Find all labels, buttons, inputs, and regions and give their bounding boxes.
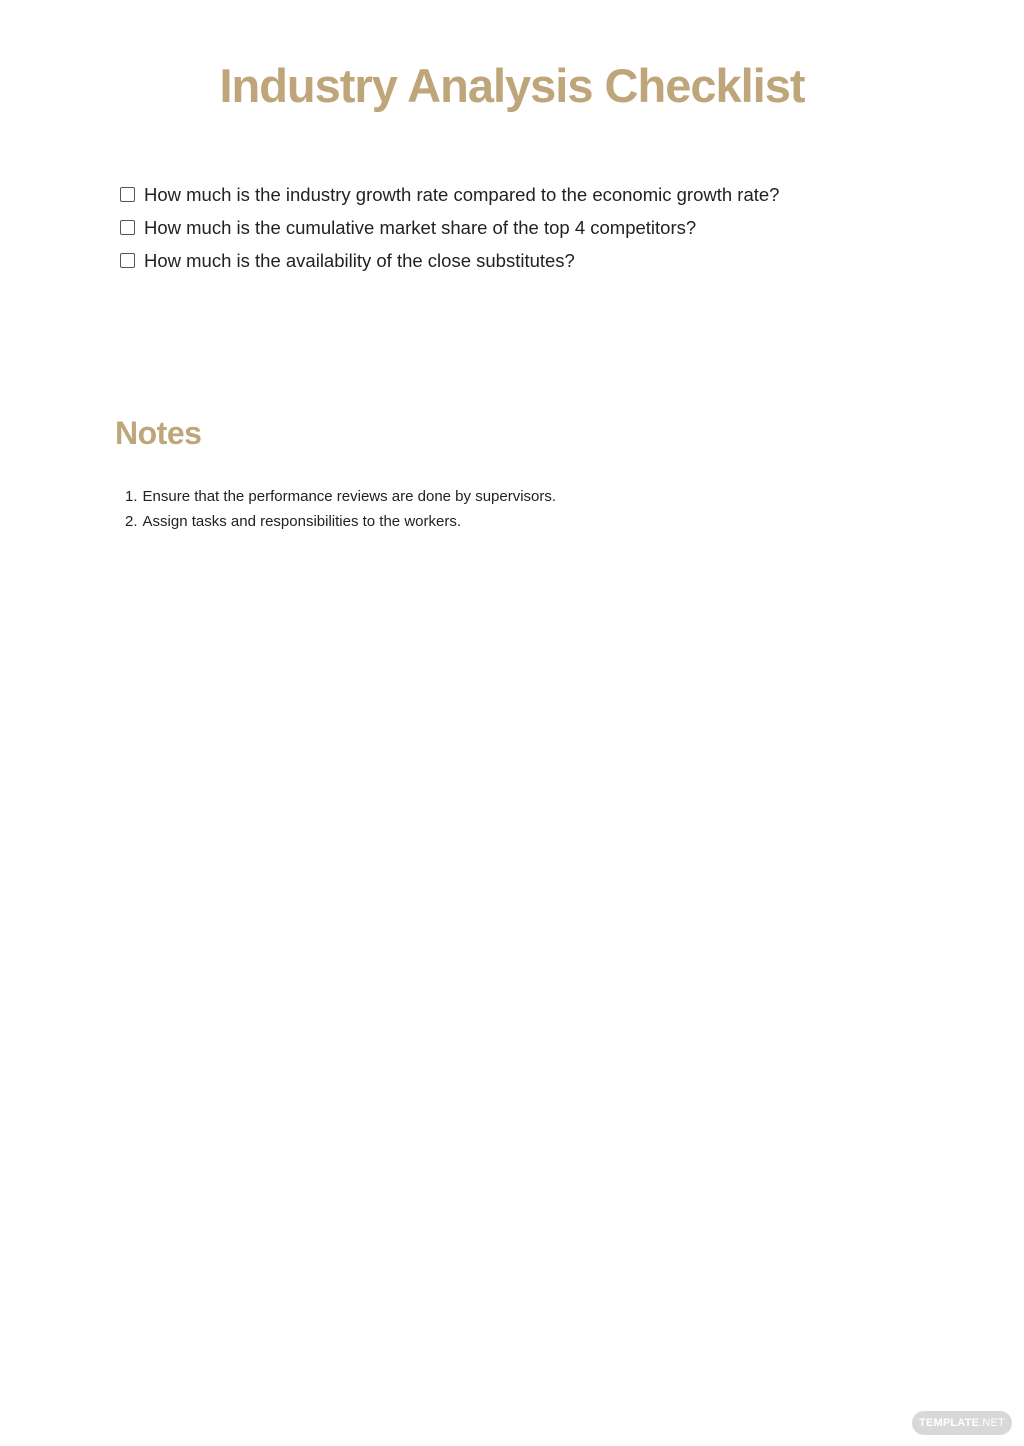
note-item — [125, 509, 556, 534]
note-text: Ensure that the performance reviews are done by supervisors. — [142, 488, 557, 505]
checklist — [120, 178, 779, 277]
notes-list — [125, 484, 556, 534]
checklist-item[interactable] — [120, 244, 779, 277]
checklist-item-label: How much is the availability of the close substitutes? — [144, 249, 575, 271]
notes-heading: Notes — [115, 415, 202, 451]
checklist-item[interactable] — [120, 211, 779, 244]
note-number: 2. — [125, 513, 138, 530]
note-number: 1. — [125, 488, 138, 505]
checklist-item-label: How much is the industry growth rate compared to the economic growth rate? — [144, 183, 780, 205]
checklist-item-label: How much is the cumulative market share of the top 4 competitors? — [144, 216, 697, 238]
template-net-watermark[interactable] — [912, 1411, 1012, 1435]
document-title: Industry Analysis Checklist — [219, 59, 805, 112]
checkbox[interactable] — [120, 253, 135, 268]
note-item — [125, 484, 556, 509]
note-text: Assign tasks and responsibilities to the workers. — [142, 513, 461, 530]
watermark-brand: TEMPLATE — [919, 1417, 980, 1429]
checklist-item[interactable] — [120, 178, 779, 211]
watermark-suffix: .NET — [979, 1417, 1005, 1429]
checkbox[interactable] — [120, 187, 135, 202]
checkbox[interactable] — [120, 220, 135, 235]
